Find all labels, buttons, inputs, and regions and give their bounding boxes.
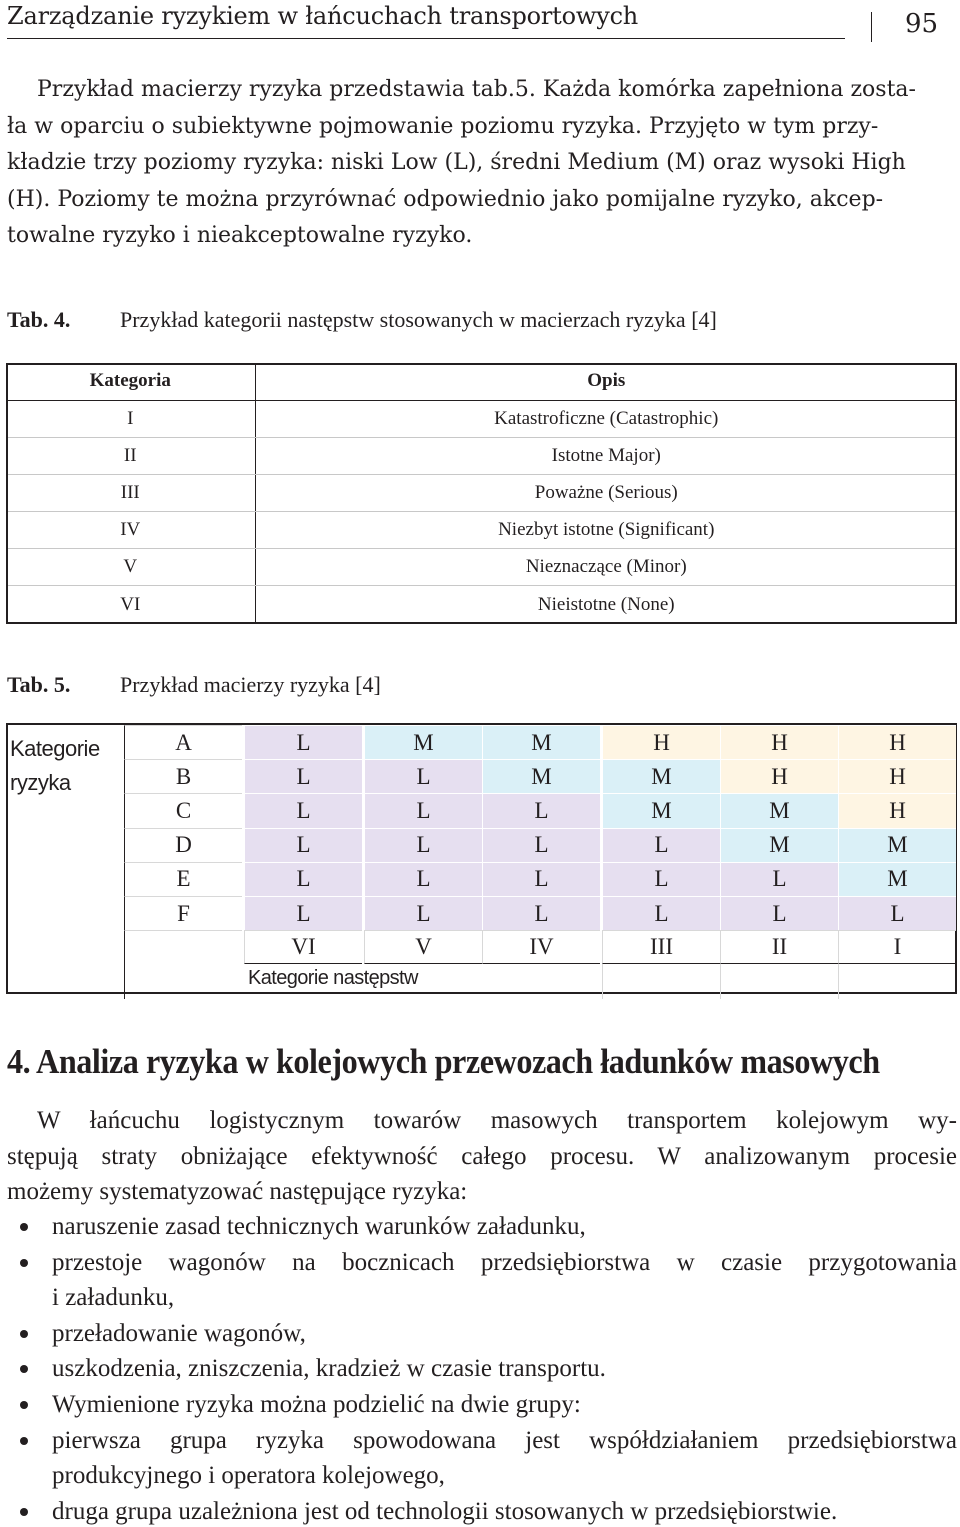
- list-item: [7, 1387, 957, 1423]
- risk-level-cell: L: [838, 896, 956, 930]
- risk-level-cell: L: [602, 862, 720, 896]
- list-item: [7, 1494, 957, 1527]
- risk-axis-label: [10, 732, 100, 800]
- risk-level-cell: M: [602, 759, 720, 793]
- table-4-title: Przykład kategorii następstw stosowanych w macierzach ryzyka [4]: [120, 307, 717, 332]
- table-5-number: Tab. 5.: [7, 672, 71, 697]
- paragraph-line: (H). Poziomy te można przyrównać odpowiednio jako pomijalne ryzyko, akcep-: [7, 186, 884, 212]
- risk-level-cell: L: [482, 793, 600, 827]
- risk-level-cell: L: [602, 896, 720, 930]
- table-cell: Nieistotne (None): [537, 593, 675, 615]
- table-cell: Nieznaczące (Minor): [255, 549, 957, 586]
- risk-category-label: D: [124, 828, 242, 862]
- table-cell: Poważne (Serious): [255, 474, 957, 511]
- section-heading: 4. Analiza ryzyka w kolejowych przewozach ładunków masowych: [7, 1042, 880, 1081]
- header-separator: [871, 12, 872, 42]
- risk-level-cell: L: [364, 759, 482, 793]
- bullet-dot-icon: [20, 1330, 28, 1338]
- bullet-dot-icon: [20, 1365, 28, 1373]
- table-cell: IV: [6, 512, 255, 549]
- table-row: [6, 586, 957, 623]
- table-row: [6, 512, 957, 549]
- list-item: [7, 1209, 957, 1245]
- risk-category-label: E: [124, 862, 242, 896]
- table-cell: I: [6, 400, 255, 437]
- table-4-header-kategoria: Kategoria: [6, 363, 255, 400]
- header-rule: [7, 38, 845, 39]
- risk-level-cell: L: [364, 862, 482, 896]
- risk-axis-label-line: ryzyka: [10, 770, 71, 795]
- paragraph-line: towalne ryzyko i nieakceptowalne ryzyko.: [7, 223, 473, 248]
- risk-level-cell: H: [720, 759, 838, 793]
- bullet-dot-icon: [20, 1259, 28, 1267]
- risk-level-cell: M: [720, 828, 838, 862]
- risk-bullet-list: [7, 1209, 957, 1527]
- list-item-text: produkcyjnego i operatora kolejowego,: [52, 1462, 445, 1490]
- table-row: [6, 549, 957, 586]
- table-cell: Istotne Major): [255, 437, 957, 474]
- consequence-axis-label: Kategorie następstw: [248, 967, 418, 990]
- list-item: [7, 1245, 957, 1316]
- risk-category-label: A: [124, 725, 242, 759]
- paragraph-line: stępują straty obniżające efektywność całego procesu. W analizowanym procesie: [7, 1142, 957, 1170]
- list-item-text: uszkodzenia, zniszczenia, kradzież w czasie transportu.: [52, 1355, 606, 1383]
- table-5-title: Przykład macierzy ryzyka [4]: [120, 672, 381, 697]
- paragraph-line: W łańcuchu logistycznym towarów masowych transportem kolejowym wy-: [37, 1107, 957, 1134]
- bullet-dot-icon: [20, 1508, 28, 1516]
- table-4-caption: [7, 307, 717, 333]
- table-cell: Niezbyt istotne (Significant): [255, 512, 957, 549]
- risk-level-cell: M: [482, 759, 600, 793]
- list-item-text: druga grupa uzależniona jest od technologii stosowanych w przedsiębiorstwie.: [52, 1497, 838, 1525]
- risk-level-cell: H: [602, 725, 720, 759]
- risk-level-cell: L: [364, 828, 482, 862]
- list-item: [7, 1423, 957, 1494]
- consequence-category-label: I: [838, 930, 956, 964]
- table-cell: V: [6, 549, 255, 586]
- list-item: [7, 1351, 957, 1387]
- running-header-title: Zarządzanie ryzykiem w łańcuchach transportowych: [7, 2, 639, 30]
- matrix-blank-cell: [124, 930, 242, 998]
- matrix-blank-cell: [602, 964, 720, 998]
- list-item-text: przeładowanie wagonów,: [52, 1319, 306, 1347]
- risk-level-cell: H: [838, 759, 956, 793]
- risk-level-cell: M: [838, 862, 956, 896]
- risk-category-label: F: [124, 896, 242, 930]
- consequence-category-label: VI: [244, 930, 362, 964]
- risk-level-cell: L: [244, 862, 362, 896]
- consequence-category-label: II: [720, 930, 838, 964]
- table-4: [6, 363, 957, 623]
- section-paragraph: [7, 1103, 957, 1210]
- risk-category-label: B: [124, 759, 242, 793]
- list-item-text: przestoje wagonów na bocznicach przedsiębiorstwa w czasie przygotowania: [52, 1248, 957, 1276]
- table-cell: VI: [6, 586, 255, 623]
- paragraph-line: możemy systematyzować następujące ryzyka:: [7, 1178, 468, 1206]
- risk-level-cell: L: [244, 725, 362, 759]
- table-5-caption: [7, 672, 381, 698]
- consequence-category-label: V: [364, 930, 482, 964]
- page-number: 95: [905, 9, 939, 39]
- risk-level-cell: L: [602, 828, 720, 862]
- consequence-category-label: III: [602, 930, 720, 964]
- table-4-header-opis: Opis: [255, 363, 957, 400]
- matrix-blank-cell: [838, 964, 956, 998]
- table-cell: II: [6, 437, 255, 474]
- table-row: [6, 437, 957, 474]
- list-item-text: Wymienione ryzyka można podzielić na dwie grupy:: [52, 1390, 581, 1418]
- risk-level-cell: L: [720, 862, 838, 896]
- paragraph-line: kładzie trzy poziomy ryzyka: niski Low (L), średni Medium (M) oraz wysoki High: [7, 150, 906, 175]
- risk-level-cell: H: [838, 725, 956, 759]
- matrix-blank-cell: [720, 964, 838, 998]
- table-4-number: Tab. 4.: [7, 307, 71, 332]
- risk-level-cell: M: [364, 725, 482, 759]
- risk-level-cell: M: [720, 793, 838, 827]
- risk-level-cell: H: [720, 725, 838, 759]
- risk-level-cell: M: [602, 793, 720, 827]
- consequence-category-label: IV: [482, 930, 600, 964]
- risk-level-cell: M: [482, 725, 600, 759]
- bullet-dot-icon: [20, 1223, 28, 1231]
- risk-axis-label-line: Kategorie: [10, 736, 100, 761]
- table-cell: Katastroficzne (Catastrophic): [255, 400, 957, 437]
- list-item-text: i załadunku,: [52, 1284, 175, 1312]
- paragraph-line: Przykład macierzy ryzyka przedstawia tab.5. Każda komórka zapełniona zosta-: [37, 77, 916, 102]
- risk-level-cell: L: [482, 896, 600, 930]
- risk-level-cell: L: [364, 896, 482, 930]
- intro-paragraph: [7, 72, 957, 255]
- bullet-dot-icon: [20, 1401, 28, 1409]
- risk-level-cell: L: [244, 793, 362, 827]
- running-header: [7, 0, 957, 45]
- table-cell: III: [6, 474, 255, 511]
- risk-level-cell: M: [838, 828, 956, 862]
- risk-category-label: C: [124, 793, 242, 827]
- risk-level-cell: L: [364, 793, 482, 827]
- table-row: [6, 474, 957, 511]
- list-item-text: pierwsza grupa ryzyka spowodowana jest współdziałaniem przedsiębiorstwa: [52, 1426, 957, 1454]
- risk-matrix: [6, 723, 957, 994]
- risk-level-cell: H: [838, 793, 956, 827]
- list-item: [7, 1316, 957, 1352]
- risk-level-cell: L: [244, 828, 362, 862]
- bullet-dot-icon: [20, 1437, 28, 1445]
- paragraph-line: ła w oparciu o subiektywne pojmowanie poziomu ryzyka. Przyjęto w tym przy-: [7, 113, 879, 139]
- risk-level-cell: L: [244, 896, 362, 930]
- risk-level-cell: L: [482, 828, 600, 862]
- risk-level-cell: L: [720, 896, 838, 930]
- risk-level-cell: L: [482, 862, 600, 896]
- table-row: [6, 400, 957, 437]
- list-item-text: naruszenie zasad technicznych warunków załadunku,: [52, 1213, 586, 1240]
- risk-level-cell: L: [244, 759, 362, 793]
